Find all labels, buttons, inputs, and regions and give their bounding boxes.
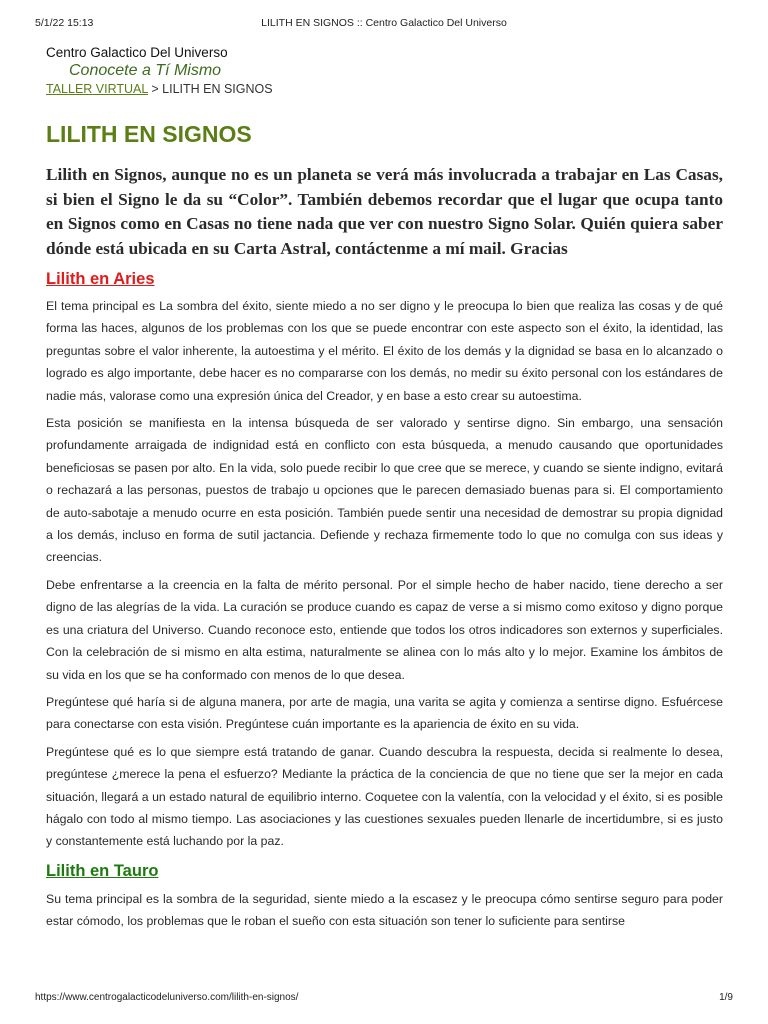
page-content	[46, 44, 723, 933]
breadcrumb-link-taller-virtual[interactable]: TALLER VIRTUAL	[46, 82, 148, 96]
aries-paragraph-4: Pregúntese qué haría si de alguna manera, por arte de magia, una varita se agita y comienza a sentirse digno. Esfuércese para conectarse con esta visión. Pregúntese cuán importante es la apariencia de éxito en su vida.	[46, 694, 723, 732]
print-page-number: 1/9	[719, 992, 733, 1003]
aries-paragraph-5: Pregúntese qué es lo que siempre está tratando de ganar. Cuando descubra la respuesta, decida si realmente lo desea, pregúntese ¿merece la pena el esfuerzo? Mediante la práctica de la conciencia de que no tiene que ser la mejor en cada situación, llegará a un estado natural de equilibrio interno. Coquetee con la valentía, con la velocidad y el éxito, si es posible hágalo con todo al mismo tiempo. Las asociaciones y las cuestiones sexuales pueden llenarle de incertidumbre, si es justo y constantemente está luchando por la paz.	[46, 744, 723, 849]
intro-paragraph: Lilith en Signos, aunque no es un planeta se verá más involucrada a trabajar en Las Casas, si bien el Signo le da su “Color”. También debemos recordar que el lugar que ocupa tanto en Signos como en Casas no tiene nada que ver con nuestro Signo Solar. Quién quiera saber dónde está ubicada en su Carta Astral, contáctenme a mí mail. Gracias	[46, 165, 723, 258]
site-tagline: Conocete a Tí Mismo	[69, 62, 222, 79]
print-footer	[35, 992, 733, 1006]
print-header	[35, 17, 733, 31]
tauro-paragraph-1: Su tema principal es la sombra de la seguridad, siente miedo a la escasez y le preocupa cómo sentirse seguro para poder estar cómodo, los problemas que le roban el sueño con esta situación son tener lo suficiente para sentirse	[46, 891, 723, 929]
aries-paragraph-2: Esta posición se manifiesta en la intensa búsqueda de ser valorado y sentirse digno. Sin embargo, una sensación profundamente arraigada de indignidad está en conflicto con esta búsqueda, a menudo causando que oportunidades beneficiosas se pasen por alto. En la vida, solo puede recibir lo que cree que se merece, y cuando se siente indigno, evitará o rechazará a las personas, puestos de trabajo u opciones que le parecen demasiado buenas para si. El comportamiento de auto-sabotaje a menudo ocurre en esta posición. También puede sentir una necesidad de demostrar su propia dignidad a los demás, incluso en forma de sutil jactancia. Defiende y rechaza firmemente todo lo que no comulga con sus ideas y creencias.	[46, 416, 723, 565]
breadcrumb-separator: >	[147, 82, 163, 96]
print-date: 5/1/22 15:13	[35, 17, 94, 29]
aries-paragraph-3: Debe enfrentarse a la creencia en la falta de mérito personal. Por el simple hecho de haber nacido, tiene derecho a ser digno de las alegrías de la vida. La curación se produce cuando es capaz de verse a si mismo como exitoso y digno porque es una criatura del Universo. Cuando reconoce esto, entiende que todos los otros indicadores son externos y superficiales. Con la celebración de si mismo en alta estima, naturalmente se alinea con lo más alto y lo mejor. Examine los ámbitos de su vida en los que se ha conformado con menos de lo que desea.	[46, 577, 723, 682]
page-title: LILITH EN SIGNOS	[46, 121, 252, 147]
breadcrumb	[46, 81, 723, 97]
print-title: LILITH EN SIGNOS :: Centro Galactico Del Universo	[261, 17, 507, 29]
site-name[interactable]: Centro Galactico Del Universo	[46, 45, 228, 60]
aries-paragraph-1: El tema principal es La sombra del éxito, siente miedo a no ser digno y le preocupa lo bien que realiza las cosas y de qué forma las haces, algunos de los problemas con los que se puede encontrar con este aspecto son el éxito, la identidad, las preguntas sobre el valor inherente, la autoestima y el mérito. El éxito de los demás y la dignidad se basa en lo alcanzado o logrado es algo importante, debe hacer es no compararse con los demás, no medir su éxito personal con los estándares de nadie más, valorase como una expresión única del Creador, y en base a esto crear su autoestima.	[46, 299, 723, 403]
print-url: https://www.centrogalacticodeluniverso.com/lilith-en-signos/	[35, 992, 299, 1003]
section-heading-tauro[interactable]: Lilith en Tauro	[46, 861, 159, 880]
breadcrumb-current: LILITH EN SIGNOS	[162, 82, 273, 96]
section-heading-aries[interactable]: Lilith en Aries	[46, 270, 155, 288]
